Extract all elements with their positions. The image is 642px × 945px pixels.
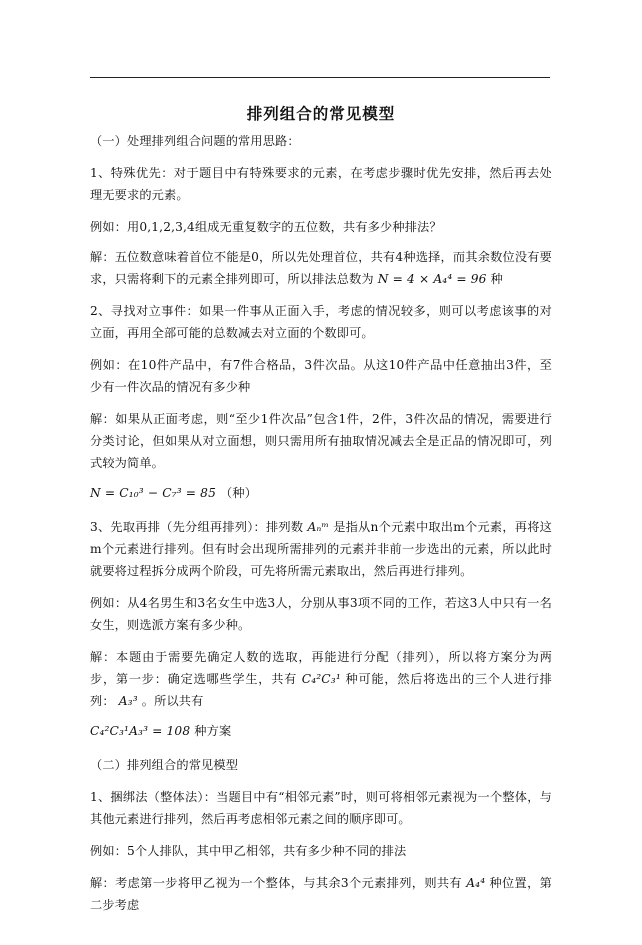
- solution-3-permutation: A₃³: [118, 694, 138, 708]
- example-1: 例如：用0,1,2,3,4组成无重复数字的五位数，共有多少种排法？: [90, 220, 442, 234]
- section-1-heading: （一）处理排列组合问题的常用思路：: [90, 134, 300, 148]
- example-2: 例如：在10件产品中，有7件合格品，3件次品。从这10件产品中任意抽出3件，至少有一件次品的情况有多少种: [90, 358, 552, 394]
- model-1-bundling: 1、捆绑法（整体法）：当题目中有“相邻元素”时，则可将相邻元素视为一个整体，与其他元素进行排列，然后再考虑相邻元素之间的顺序即可。: [90, 790, 552, 826]
- solution-2-formula: N = C₁₀³ − C₇³ = 85: [90, 486, 216, 500]
- model-1-solution: [90, 872, 552, 916]
- document-body: [90, 130, 552, 926]
- section-2-heading: （二）排列组合的常见模型: [90, 758, 239, 772]
- header-rule: [90, 77, 550, 78]
- solution-1: [90, 246, 552, 290]
- model-1-solution-text-b: 种位置，第二步考虑: [90, 876, 552, 912]
- page-title: 排列组合的常见模型: [246, 104, 396, 123]
- model-1-solution-text-a: 解：考虑第一步将甲乙视为一个整体，与其余3个元素排列，则共有: [90, 876, 462, 890]
- permutation-symbol: Aₙᵐ: [307, 520, 330, 534]
- solution-1-text: 解：五位数意味着首位不能是0，所以先处理首位，共有4种选择，而其余数位没有要求，只需将剩下的元素全排列即可，所以排法总数为: [90, 250, 552, 286]
- solution-3-unit: 种方案: [194, 724, 232, 738]
- solution-1-formula: N = 4 × A₄⁴ = 96: [377, 272, 487, 286]
- method-3-text-a: 3、先取再排（先分组再排列）：排列数: [90, 520, 304, 534]
- method-3-text-b: 是指从n个元素中取出m个元素，再将这m个元素进行排列。但有时会出现所需排列的元素并非前一步选出的元素，所以此时就要将过程拆分成两个阶段，可先将所需元素取出，然后再进行排列。: [90, 520, 552, 578]
- solution-2-unit: （种）: [220, 486, 258, 500]
- model-1-example: 例如：5个人排队，其中甲乙相邻，共有多少种不同的排法: [90, 844, 407, 858]
- solution-3-text-a: 解：本题由于需要先确定人数的选取，再能进行分配（排列），所以将方案分为两步，第一步：确定选哪些学生，共有: [90, 650, 552, 686]
- solution-3-text-c: 。所以共有: [141, 694, 204, 708]
- method-3-select-then-arrange: [90, 516, 552, 582]
- solution-3-formula: C₄²C₃¹A₃³ = 108: [90, 724, 191, 738]
- solution-1-unit: 种: [490, 272, 503, 286]
- solution-2: 解：如果从正面考虑，则“至少1件次品”包含1件，2件，3件次品的情况，需要进行分类讨论，但如果从对立面想，则只需用所有抽取情况减去全是正品的情况即可，列式较为简单。: [90, 412, 552, 470]
- model-1-solution-symbol: A₄⁴: [466, 876, 486, 890]
- solution-2-formula-line: [90, 482, 552, 504]
- solution-3-formula-line: [90, 720, 552, 742]
- method-1-special-priority: 1、特殊优先：对于题目中有特殊要求的元素，在考虑步骤时优先安排，然后再去处理无要求的元素。: [90, 166, 552, 202]
- method-2-complement: 2、寻找对立事件：如果一件事从正面入手，考虑的情况较多，则可以考虑该事的对立面，再用全部可能的总数减去对立面的个数即可。: [90, 304, 552, 340]
- solution-3-combination: C₄²C₃¹: [301, 672, 341, 686]
- solution-3-text-b: 种可能，然后将选出的三个人进行排列：: [90, 672, 553, 708]
- example-3: 例如：从4名男生和3名女生中选3人，分别从事3项不同的工作，若这3人中只有一名女生，则选派方案有多少种。: [90, 596, 552, 632]
- solution-3: [90, 646, 552, 712]
